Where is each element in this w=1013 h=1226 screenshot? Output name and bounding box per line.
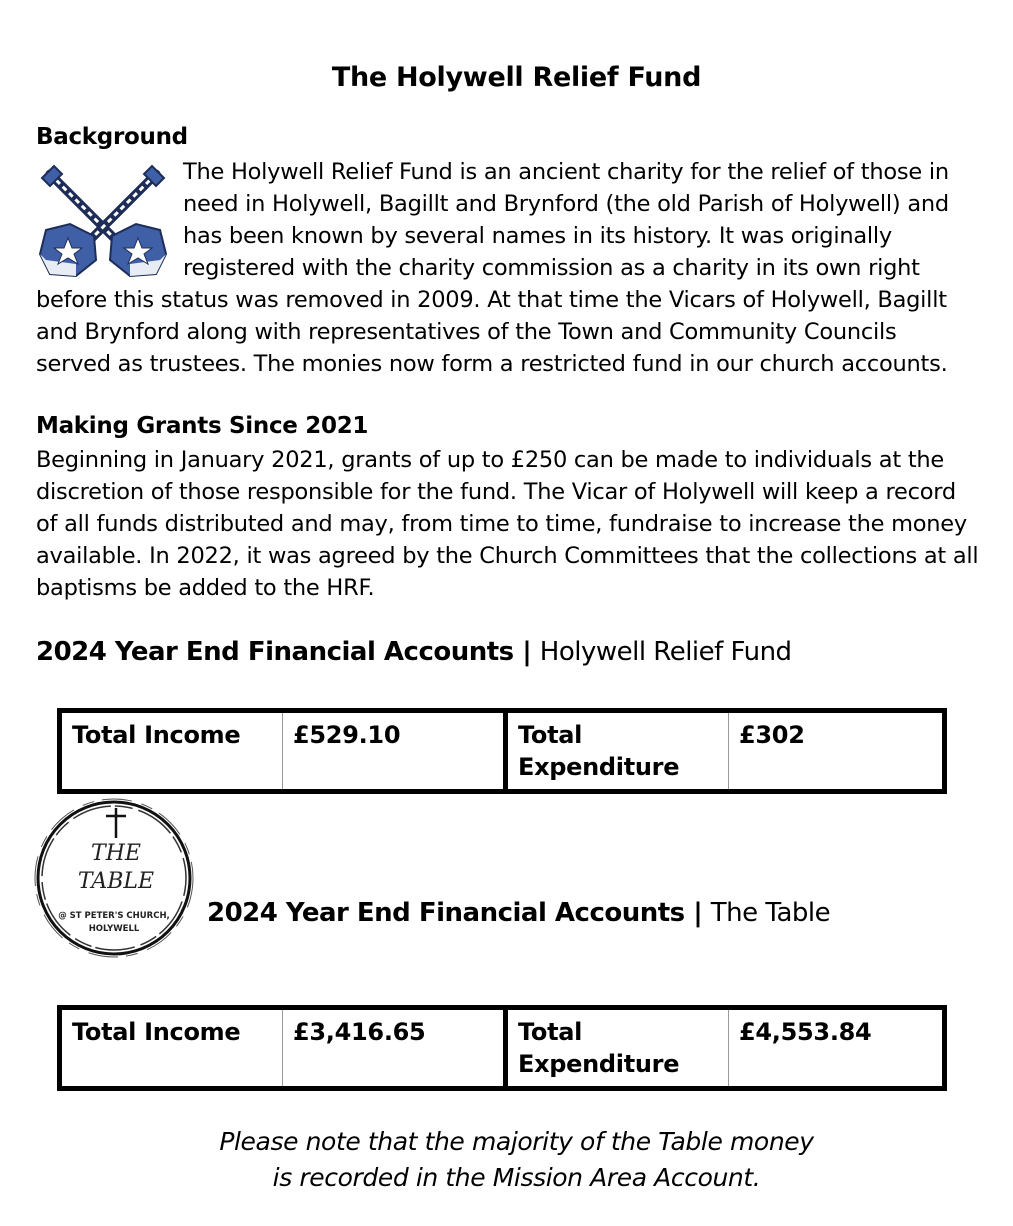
key-head-right-icon	[110, 224, 166, 276]
table-accounts-title: 2024 Year End Financial Accounts	[207, 898, 685, 928]
expenditure-label-line: Expenditure	[518, 753, 680, 781]
grants-text	[36, 444, 978, 604]
background-heading: Background	[36, 124, 188, 150]
cross-icon	[106, 808, 126, 838]
hrf-accounts-subtitle: Holywell Relief Fund	[539, 637, 792, 667]
background-indented-text	[183, 156, 949, 284]
the-table-logo	[32, 796, 196, 960]
logo-line-table: TABLE	[77, 869, 155, 894]
expenditure-label-line: Expenditure	[518, 1050, 680, 1078]
income-label: Total Income	[60, 711, 283, 792]
footnote-line: Please note that the majority of the Table money	[219, 1127, 814, 1156]
expenditure-label-line: Total	[518, 1018, 583, 1046]
income-value: £3,416.65	[283, 1008, 506, 1089]
table-accounts-table	[57, 1005, 947, 1091]
crossed-keys-icon	[36, 160, 170, 278]
income-value: £529.10	[283, 711, 506, 792]
table-row	[60, 711, 945, 792]
hrf-accounts-heading	[36, 637, 792, 667]
text-line: and Brynford along with representatives of the Town and Community Councils	[36, 319, 897, 345]
text-line: discretion of those responsible for the fund. The Vicar of Holywell will keep a record	[36, 479, 956, 505]
table-accounts-heading	[207, 898, 830, 928]
text-line: need in Holywell, Bagillt and Brynford (the old Parish of Holywell) and	[183, 191, 949, 217]
heading-separator: |	[684, 898, 711, 928]
logo-line-holywell: HOLYWELL	[88, 924, 140, 934]
page-title: The Holywell Relief Fund	[331, 62, 702, 93]
logo-line-the: THE	[91, 841, 141, 866]
expenditure-label-line: Total	[518, 721, 583, 749]
table-accounts-subtitle: The Table	[710, 898, 831, 928]
logo-line-church: @ ST PETER'S CHURCH,	[58, 911, 170, 921]
heading-separator: |	[513, 637, 540, 667]
text-line: has been known by several names in its history. It was originally	[183, 223, 892, 249]
background-text	[36, 284, 947, 380]
grants-heading: Making Grants Since 2021	[36, 413, 369, 439]
text-line: of all funds distributed and may, from time to time, fundraise to increase the money	[36, 511, 967, 537]
hrf-accounts-table	[57, 708, 947, 794]
expenditure-label	[506, 1008, 729, 1089]
text-line: before this status was removed in 2009. At that time the Vicars of Holywell, Bagillt	[36, 287, 947, 313]
text-line: available. In 2022, it was agreed by the Church Committees that the collections at all	[36, 543, 979, 569]
footnote-line: is recorded in the Mission Area Account.	[272, 1163, 761, 1192]
income-label: Total Income	[60, 1008, 283, 1089]
expenditure-value: £4,553.84	[729, 1008, 945, 1089]
key-head-left-icon	[40, 224, 96, 276]
text-line: baptisms be added to the HRF.	[36, 575, 375, 601]
text-line: Beginning in January 2021, grants of up to £250 can be made to individuals at the	[36, 447, 944, 473]
text-line: registered with the charity commission as a charity in its own right	[183, 255, 920, 281]
table-row	[60, 1008, 945, 1089]
hrf-accounts-title: 2024 Year End Financial Accounts	[36, 637, 514, 667]
text-line: The Holywell Relief Fund is an ancient charity for the relief of those in	[183, 159, 949, 185]
expenditure-label	[506, 711, 729, 792]
expenditure-value: £302	[729, 711, 945, 792]
footnote	[0, 1124, 1013, 1196]
text-line: served as trustees. The monies now form a restricted fund in our church accounts.	[36, 351, 948, 377]
